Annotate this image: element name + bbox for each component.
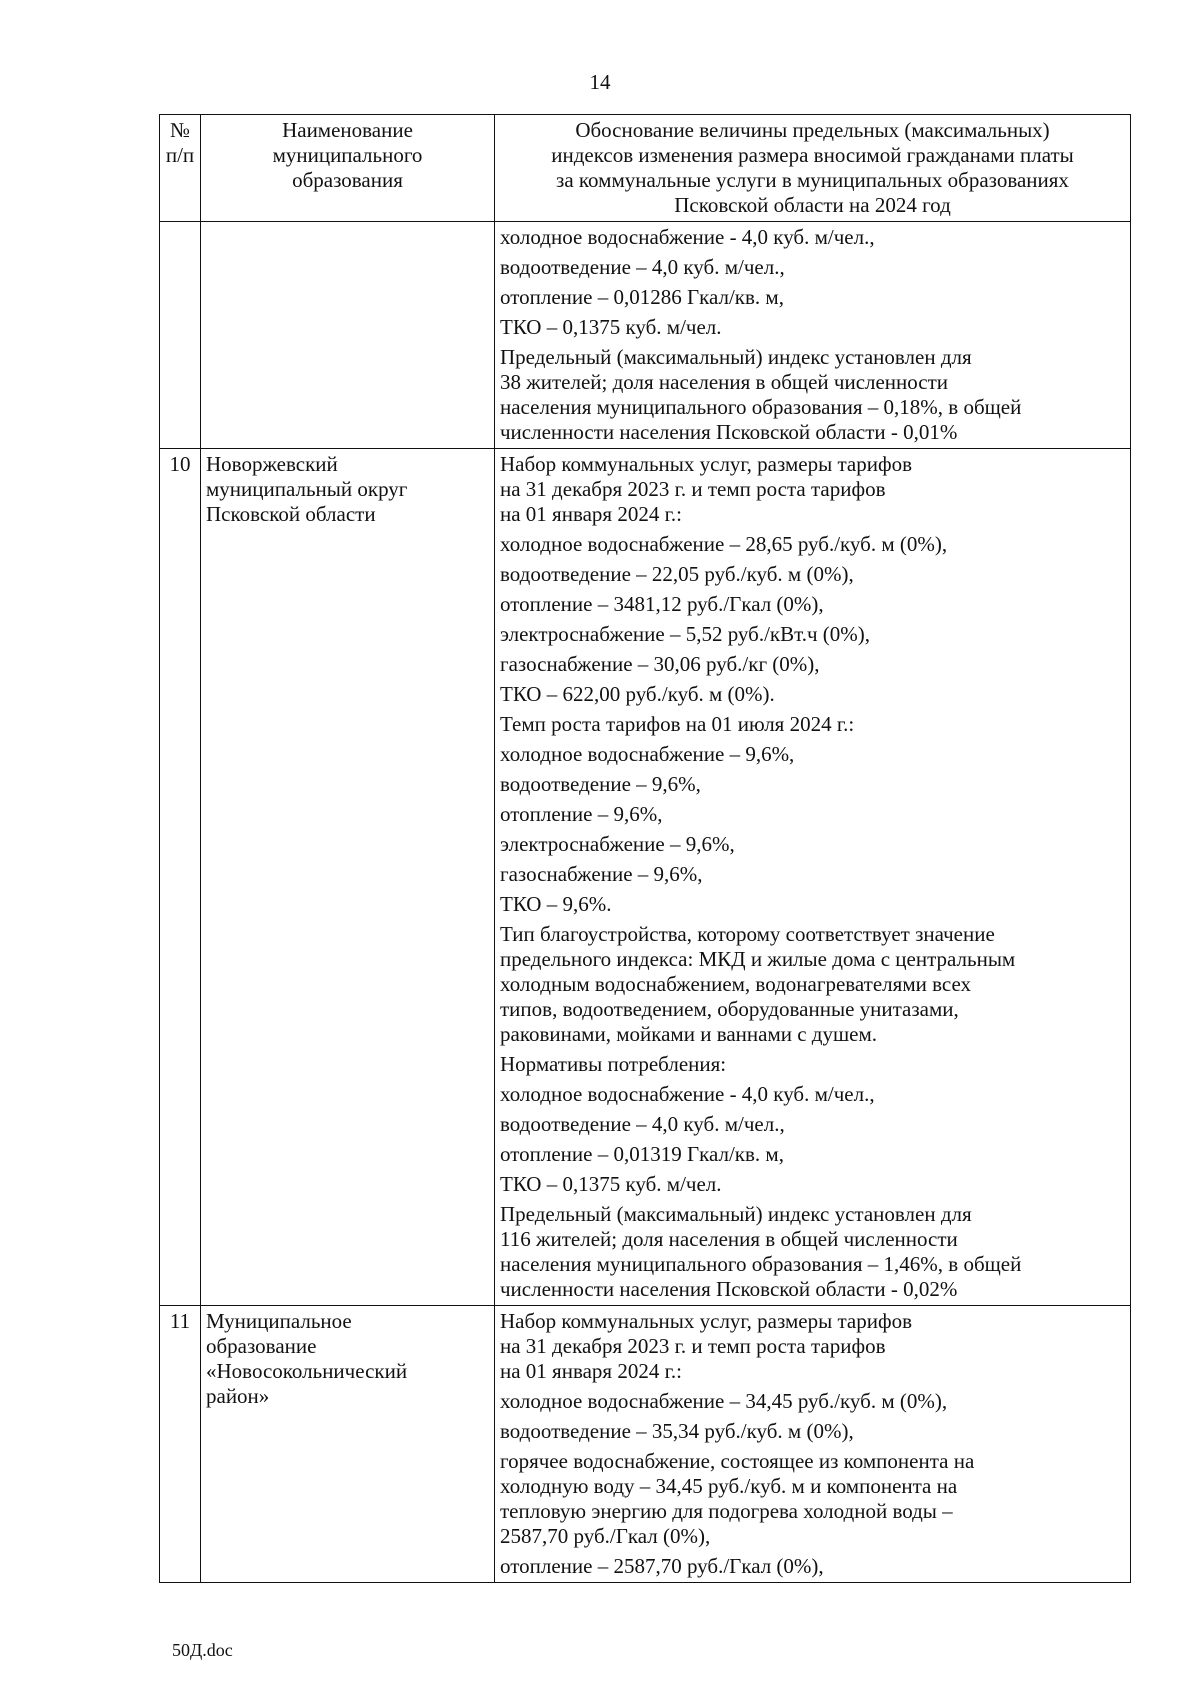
paragraph: водоотведение – 4,0 куб. м/чел., <box>500 1112 785 1136</box>
paragraph: отопление – 3481,12 руб./Гкал (0%), <box>500 592 824 616</box>
paragraph: Предельный (максимальный) индекс установлен для 38 жителей; доля населения в общей численности населения муниципального образования – 0,18%, в общей численности населения Псковской области - 0,01% <box>500 345 1022 444</box>
page-number: 14 <box>589 70 611 94</box>
paragraph: ТКО – 9,6%. <box>500 892 612 916</box>
row-justification <box>495 1306 1131 1583</box>
footer-file-name: 50Д.doc <box>172 1640 233 1660</box>
table-row <box>160 449 1131 1306</box>
tariff-justification-table <box>159 114 1131 1583</box>
header-municipality-name: Наименование муниципального образования <box>201 115 495 222</box>
paragraph: Нормативы потребления: <box>500 1052 727 1076</box>
paragraph: отопление – 9,6%, <box>500 802 663 826</box>
row-justification <box>495 449 1131 1306</box>
paragraph: газоснабжение – 30,06 руб./кг (0%), <box>500 652 820 676</box>
table-row <box>160 1306 1131 1583</box>
row-number: 10 <box>160 449 201 1306</box>
paragraph: холодное водоснабжение – 28,65 руб./куб. м (0%), <box>500 532 948 556</box>
paragraph: ТКО – 0,1375 куб. м/чел. <box>500 1172 722 1196</box>
paragraph: ТКО – 622,00 руб./куб. м (0%). <box>500 682 775 706</box>
header-number: № п/п <box>160 115 201 222</box>
row-municipality-name: Муниципальное образование «Новосокольнический район» <box>201 1306 495 1583</box>
row-municipality-name <box>201 222 495 449</box>
table-header-row <box>160 115 1131 222</box>
paragraph: водоотведение – 35,34 руб./куб. м (0%), <box>500 1419 854 1443</box>
paragraph: водоотведение – 9,6%, <box>500 772 701 796</box>
paragraph: отопление – 2587,70 руб./Гкал (0%), <box>500 1554 824 1578</box>
paragraph: Тип благоустройства, которому соответствует значение предельного индекса: МКД и жилые дома с центральным холодным водоснабжением, водонагревателями всех типов, водоотведением, оборудованные унитазами, раковинами, мойками и ваннами с душем. <box>500 922 1016 1046</box>
paragraph: холодное водоснабжение – 9,6%, <box>500 742 795 766</box>
paragraph: Темп роста тарифов на 01 июля 2024 г.: <box>500 712 855 736</box>
row-number: 11 <box>160 1306 201 1583</box>
paragraph: электроснабжение – 9,6%, <box>500 832 735 856</box>
paragraph: ТКО – 0,1375 куб. м/чел. <box>500 315 722 339</box>
paragraph: отопление – 0,01319 Гкал/кв. м, <box>500 1142 784 1166</box>
paragraph: холодное водоснабжение – 34,45 руб./куб. м (0%), <box>500 1389 948 1413</box>
header-justification: Обоснование величины предельных (максимальных) индексов изменения размера вносимой гражданами платы за коммунальные услуги в муниципальных образованиях Псковской области на 2024 год <box>495 115 1131 222</box>
table-row <box>160 222 1131 449</box>
paragraph: водоотведение – 4,0 куб. м/чел., <box>500 255 785 279</box>
paragraph: газоснабжение – 9,6%, <box>500 862 703 886</box>
paragraph: горячее водоснабжение, состоящее из компонента на холодную воду – 34,45 руб./куб. м и компонента на тепловую энергию для подогрева холодной воды – 2587,70 руб./Гкал (0%), <box>500 1449 975 1548</box>
paragraph: Набор коммунальных услуг, размеры тарифов на 31 декабря 2023 г. и темп роста тарифов на 01 января 2024 г.: <box>500 452 912 526</box>
paragraph: холодное водоснабжение - 4,0 куб. м/чел., <box>500 225 875 249</box>
paragraph: Предельный (максимальный) индекс установлен для 116 жителей; доля населения в общей численности населения муниципального образования – 1,46%, в общей численности населения Псковской области - 0,02% <box>500 1202 1022 1301</box>
paragraph: отопление – 0,01286 Гкал/кв. м, <box>500 285 784 309</box>
paragraph: холодное водоснабжение - 4,0 куб. м/чел., <box>500 1082 875 1106</box>
paragraph: электроснабжение – 5,52 руб./кВт.ч (0%), <box>500 622 871 646</box>
row-justification <box>495 222 1131 449</box>
row-municipality-name: Новоржевский муниципальный округ Псковской области <box>201 449 495 1306</box>
paragraph: водоотведение – 22,05 руб./куб. м (0%), <box>500 562 854 586</box>
row-number <box>160 222 201 449</box>
paragraph: Набор коммунальных услуг, размеры тарифов на 31 декабря 2023 г. и темп роста тарифов на 01 января 2024 г.: <box>500 1309 912 1383</box>
